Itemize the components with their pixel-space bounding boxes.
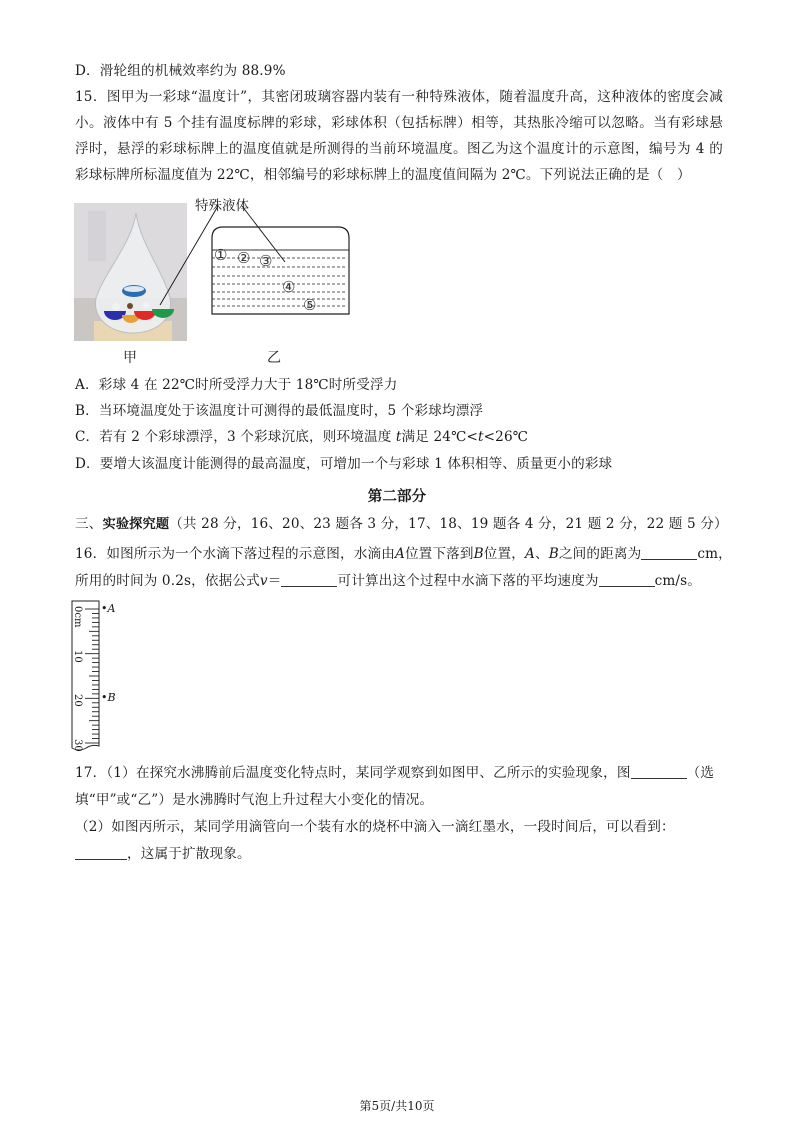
q17-line-1 — [75, 764, 723, 782]
var-v: v — [259, 573, 268, 589]
option-c-mid: 满足 24℃< — [401, 429, 478, 445]
liquid-layers — [212, 258, 347, 306]
ruler-label-20: 20 — [72, 694, 83, 707]
q15-stem-line-4: 彩球标牌所标温度值为 22℃，相邻编号的彩球标牌上的温度值间隔为 2℃。下列说法正确的是（ ） — [75, 167, 691, 183]
q15-option-d: D．要增大该温度计能测得的最高温度，可增加一个与彩球 1 体积相等、质量更小的彩球 — [75, 456, 613, 472]
equals-sign: ＝ — [267, 573, 282, 589]
q16-unit: cm， — [697, 546, 732, 562]
answer-blank-formula[interactable] — [281, 572, 337, 587]
callout-line-photo — [160, 206, 218, 305]
var-t-2: t — [477, 429, 484, 445]
q15-stem-line-2: 小。液体中有 5 个挂有温度标牌的彩球，彩球体积（包括标牌）相等，其热胀冷缩可以忽略。当有彩球悬 — [75, 115, 723, 131]
figure-caption-jia: 甲 — [123, 350, 137, 366]
point-b-ref: B — [548, 546, 559, 562]
q16-text: 位置下落到 — [404, 546, 474, 562]
container-outline — [212, 227, 349, 314]
q14-option-d: D．滑轮组的机械效率约为 88.9% — [75, 63, 286, 79]
point-a-marker: •A — [101, 602, 116, 615]
ball-4-label: ④ — [282, 278, 296, 296]
q16-line-1 — [75, 545, 732, 563]
answer-blank-speed[interactable] — [599, 572, 655, 587]
ball-2-label: ② — [237, 249, 251, 267]
part-2-title: 第二部分 — [367, 489, 427, 505]
q15-stem-line-1: 15．图甲为一彩球“温度计”，其密闭玻璃容器内装有一种特殊液体，随着温度升高，这种液体的密度会减 — [75, 89, 723, 105]
option-c-prefix: C．若有 2 个彩球漂浮，3 个彩球沉底，则环境温度 — [75, 429, 396, 445]
page-number: 第5页/共10页 — [359, 1099, 435, 1113]
section-scoring: （共 28 分，16、20、23 题各 3 分，17、18、19 题各 4 分，21 题 2 分，22 题 5 分） — [169, 516, 728, 532]
answer-blank-distance[interactable] — [641, 545, 697, 560]
point-b-ref: B — [473, 546, 484, 562]
q15-option-c — [75, 428, 723, 446]
q16-unit: cm/s。 — [654, 573, 701, 589]
q15-stem-line-3: 浮时，悬浮的彩球标牌上的温度值就是所测得的当前环境温度。图乙为这个温度计的示意图，编号为 4 的 — [75, 141, 723, 157]
point-a-ref: A — [394, 546, 405, 562]
point-b-marker: •B — [101, 691, 116, 704]
ruler-label-0: 0cm — [72, 606, 83, 628]
answer-blank-observation[interactable] — [75, 845, 127, 860]
q17-line-2: 填“甲”或“乙”）是水沸腾时气泡上升过程大小变化的情况。 — [75, 792, 434, 808]
section-name: 实验探究题 — [102, 517, 170, 532]
var-t: t — [395, 429, 402, 445]
ruler-label-10: 10 — [72, 650, 83, 663]
q16-text: 所用的时间为 0.2s，依据公式 — [75, 573, 260, 589]
q15-option-b: B．当环境温度处于该温度计可测得的最低温度时，5 个彩球均漂浮 — [75, 403, 484, 419]
answer-blank-figure[interactable] — [631, 764, 687, 779]
q17-text: 17．（1）在探究水沸腾前后温度变化特点时，某同学观察到如图甲、乙所示的实验现象，图 — [75, 765, 631, 781]
ball-3-label: ③ — [259, 252, 273, 270]
q16-text: 16．如图所示为一个水滴下落过程的示意图，水滴由 — [75, 546, 395, 562]
q16-text: 之间的距离为 — [558, 546, 642, 562]
section-prefix: 三、 — [75, 516, 103, 532]
figure-caption-yi: 乙 — [267, 350, 281, 366]
ball-5-label: ⑤ — [303, 296, 317, 314]
option-c-suffix: <26℃ — [483, 429, 529, 445]
ruler-label-30: 30 — [72, 739, 83, 752]
q17-line-3: （2）如图丙所示，某同学用滴管向一个装有水的烧杯中滴入一滴红墨水，一段时间后，可以看到： — [75, 819, 675, 835]
q15-option-a: A．彩球 4 在 22℃时所受浮力大于 18℃时所受浮力 — [75, 377, 398, 393]
q17-text: （选 — [686, 765, 715, 781]
q17-text: ，这属于扩散现象。 — [127, 846, 251, 862]
section-3-heading — [75, 515, 728, 534]
callout-label: 特殊液体 — [195, 198, 249, 214]
q16-text: 位置， — [483, 546, 526, 562]
q17-line-4 — [75, 845, 723, 863]
q16-text: 、 — [535, 546, 549, 562]
q16-text: 可计算出这个过程中水滴下落的平均速度为 — [337, 573, 599, 589]
ball-1-label: ① — [214, 246, 228, 264]
q16-line-2 — [75, 572, 723, 590]
point-a-ref: A — [525, 546, 535, 562]
